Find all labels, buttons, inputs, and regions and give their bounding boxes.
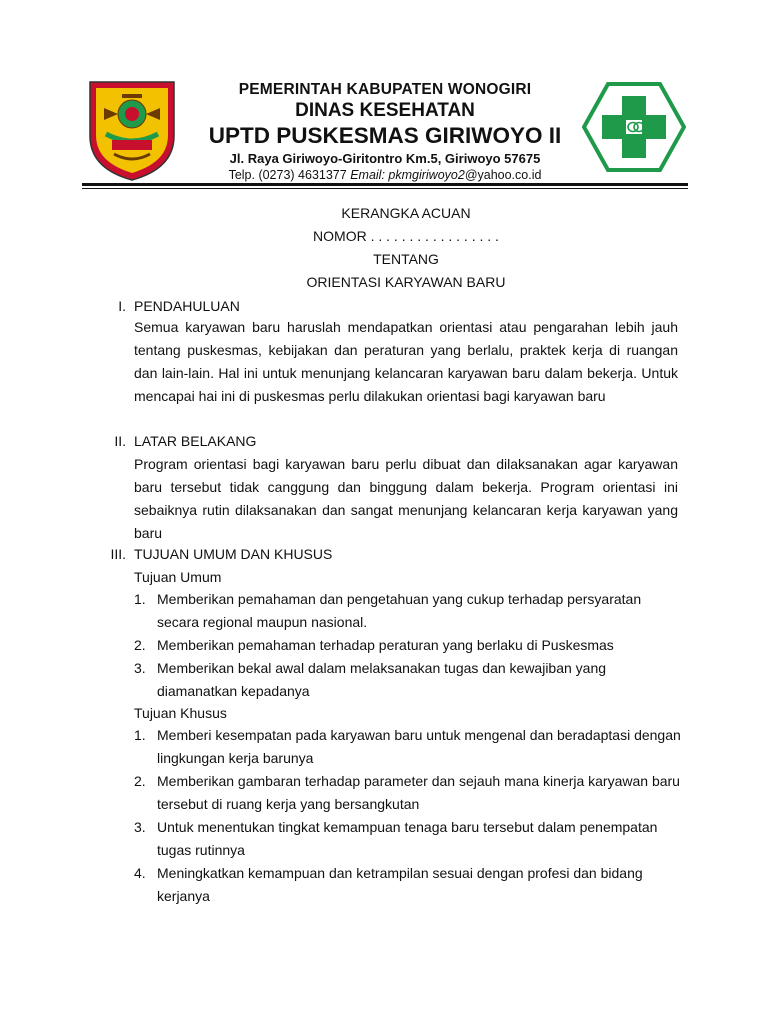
list-tujuan-khusus [134, 724, 682, 908]
list-tujuan-umum [134, 588, 682, 703]
item-number: 2. [134, 637, 146, 653]
government-name: PEMERINTAH KABUPATEN WONOGIRI [238, 81, 532, 98]
header-divider-thin [82, 188, 688, 189]
item-number: 1. [134, 727, 146, 743]
agency-name: DINAS KESEHATAN [295, 100, 475, 121]
section-number: II. [114, 433, 126, 449]
list-item [134, 862, 682, 908]
item-text: Memberi kesempatan pada karyawan baru untuk mengenal dan beradaptasi dengan lingkungan kerja barunya [157, 727, 681, 766]
item-text: Memberikan gambaran terhadap parameter dan sejauh mana kinerja karyawan baru tersebut di ruang kerja yang bersangkutan [157, 773, 680, 812]
email-domain: @yahoo.co.id [464, 168, 542, 182]
list-item [134, 724, 682, 770]
address: Jl. Raya Giriwoyo-Giritontro Km.5, Giriwoyo 57675 [229, 151, 541, 166]
item-number: 4. [134, 865, 146, 881]
list-item [134, 657, 682, 703]
item-text: Memberikan pemahaman terhadap peraturan yang berlaku di Puskesmas [157, 637, 614, 653]
item-text: Meningkatkan kemampuan dan ketrampilan sesuai dengan profesi dan bidang kerjanya [157, 865, 643, 904]
list-item [134, 816, 682, 862]
doc-subject: ORIENTASI KARYAWAN BARU [306, 274, 506, 290]
list-item [134, 588, 682, 634]
doc-about: TENTANG [373, 251, 439, 267]
phone: Telp. (0273) 4631377 [228, 168, 351, 182]
section-label: LATAR BELAKANG [134, 433, 257, 449]
email-label: Email: pkmgiriwoyo2 [350, 168, 465, 182]
section-paragraph: Semua karyawan baru haruslah mendapatkan orientasi atau pengarahan lebih jauh tentang puskesmas, kebijakan dan peraturan yang berlalu, praktek kerja di ruangan dan lain-lain. Hal ini untuk menunjang kelancaran karyawan baru dalam bekerja. Untuk mencapai hai ini di puskesmas perlu dilakukan orientasi bagi karyawan baru [134, 319, 678, 405]
list-item [134, 634, 682, 657]
doc-number: NOMOR . . . . . . . . . . . . . . . . . [313, 228, 499, 244]
section-label: TUJUAN UMUM DAN KHUSUS [134, 546, 333, 562]
unit-name: UPTD PUSKESMAS GIRIWOYO II [208, 123, 562, 148]
item-number: 3. [134, 819, 146, 835]
item-number: 2. [134, 773, 146, 789]
header-divider-thick [82, 183, 688, 186]
item-text: Memberikan pemahaman dan pengetahuan yang cukup terhadap persyaratan secara regional maupun nasional. [157, 591, 642, 630]
item-number: 1. [134, 591, 146, 607]
section-label: PENDAHULUAN [134, 298, 240, 314]
list-item [134, 770, 682, 816]
contact-line [180, 167, 590, 183]
item-text: Untuk menentukan tingkat kemampuan tenaga baru tersebut dalam penempatan tugas rutinnya [157, 819, 658, 858]
puskesmas-cross-icon [582, 82, 686, 172]
item-number: 3. [134, 660, 146, 676]
section-number: III. [110, 546, 126, 562]
subheading-tujuan-umum: Tujuan Umum [134, 569, 222, 585]
section-number: I. [118, 298, 126, 314]
subheading-tujuan-khusus: Tujuan Khusus [134, 705, 227, 721]
doc-title: KERANGKA ACUAN [341, 205, 471, 221]
wonogiri-seal-icon [84, 78, 180, 182]
item-text: Memberikan bekal awal dalam melaksanakan tugas dan kewajiban yang diamanatkan kepadanya [157, 660, 607, 699]
letterhead [180, 80, 590, 183]
section-paragraph: Program orientasi bagi karyawan baru perlu dibuat dan dilaksanakan agar karyawan baru tersebut tidak canggung dan binggung dalam bekerja. Program orientasi ini sebaiknya rutin dilaksanakan dan sangat menunjang kelancaran kerja karyawan yang baru [134, 456, 678, 542]
